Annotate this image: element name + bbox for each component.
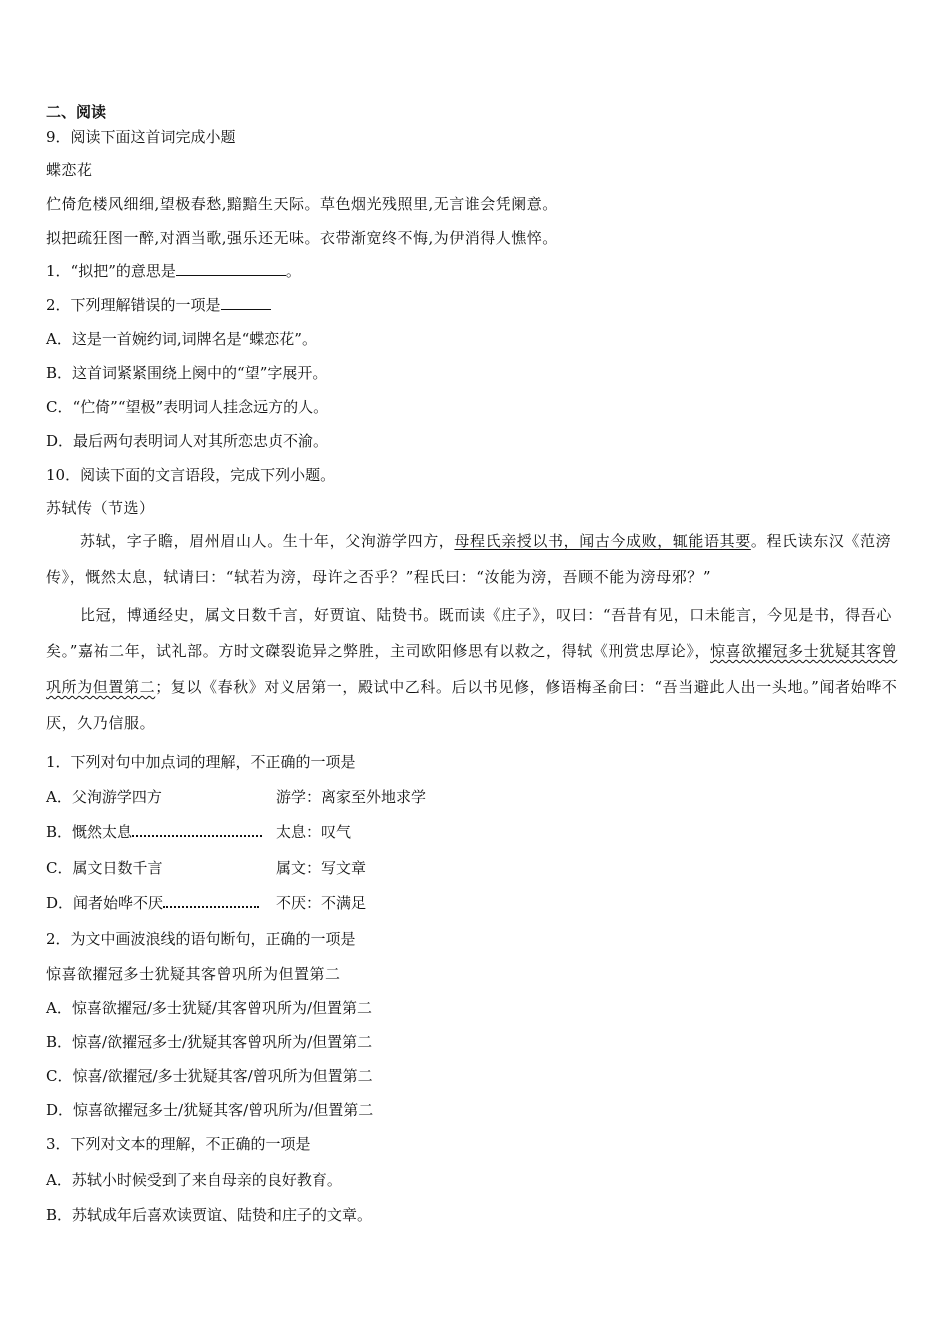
- q10-sub1-option-c-gloss: 属文：写文章: [276, 859, 367, 877]
- q10-sub1-option-b-gloss: 太息：叹气: [276, 823, 352, 841]
- q10-sub2-stem: 2．为文中画波浪线的语句断句，正确的一项是: [46, 930, 356, 948]
- poem-line-1: 伫倚危楼风细细,望极春愁,黯黯生天际。草色烟光残照里,无言谁会凭阑意。: [46, 195, 558, 213]
- q10-sub2-sentence: 惊喜欲擢冠多士犹疑其客曾巩所为但置第二: [46, 965, 341, 983]
- q10-sub1-option-a: A．父洵游学四方: [46, 788, 162, 806]
- q10-sub2-option-a: A．惊喜欲擢冠/多士犹疑/其客曾巩所为/但置第二: [46, 999, 372, 1017]
- q9-option-d: D．最后两句表明词人对其所恋忠贞不渝。: [46, 432, 329, 450]
- q9-option-b: B．这首词紧紧围绕上阕中的“望”字展开。: [46, 364, 328, 382]
- passage-paragraph-1: [46, 523, 908, 595]
- q9-option-c: C．“伫倚”“望极”表明词人挂念远方的人。: [46, 398, 329, 416]
- passage-p2-a: 比冠，博通经史，属文日数千言，好贾谊、陆贽书。既而读《庄子》，叹曰：“吾昔有见，口未能言，今见是书，得吾心矣。”嘉祐二年，试礼部。方时文磔裂诡异之弊胜，主司欧阳修思有以救之，得轼《刑赏忠厚论》，: [46, 606, 892, 660]
- poem-title: 蝶恋花: [46, 161, 93, 179]
- q10-sub3-option-a: A．苏轼小时候受到了来自母亲的良好教育。: [46, 1171, 342, 1189]
- q9-sub1: [46, 261, 301, 281]
- emphasis-dots: [163, 894, 259, 908]
- q10-sub3-stem: 3．下列对文本的理解，不正确的一项是: [46, 1135, 311, 1153]
- q10-sub2-option-b: B．惊喜/欲擢冠多士/犹疑其客曾巩所为/但置第二: [46, 1033, 373, 1051]
- passage-p2-b: ；复以《春秋》对义居第一，殿试中乙科。后以书见修，修语梅圣俞曰：“吾当避此人出一头地。”闻者始哗不厌，久乃信服。: [46, 678, 898, 732]
- q9-sub1-prefix: 1．“拟把”的意思是: [46, 262, 176, 280]
- q9-sub2: [46, 295, 271, 315]
- passage-underlined-sentence: 母程氏亲授以书，闻古今成败，辄能语其要: [454, 532, 751, 550]
- q10-sub2-option-c: C．惊喜/欲擢冠/多士犹疑其客/曾巩所为但置第二: [46, 1067, 373, 1085]
- emphasis-dots: [132, 823, 262, 837]
- q10-stem: 10．阅读下面的文言语段，完成下列小题。: [46, 466, 336, 484]
- passage-p1-a: 苏轼，字子瞻，眉州眉山人。生十年，父洵游学四方，: [80, 532, 455, 550]
- passage-wavy-sentence: 惊喜欲擢冠多士犹疑其客曾巩所为但置第二: [46, 642, 898, 696]
- passage-p1-b: 。程氏读东汉《范滂传》，慨然太息，轼请曰：“轼若为滂，母许之否乎？”程氏曰：“汝能为滂，吾顾不能为滂母邪？”: [46, 532, 892, 586]
- q10-sub1-option-d-text: D．闻者始哗不厌: [46, 894, 164, 912]
- section-title: 二、阅读: [46, 103, 107, 121]
- q10-sub2-option-d: D．惊喜欲擢冠多士/犹疑其客/曾巩所为/但置第二: [46, 1101, 374, 1119]
- q9-option-a: A．这是一首婉约词,词牌名是“蝶恋花”。: [46, 330, 317, 348]
- q10-sub1-option-a-gloss: 游学：离家至外地求学: [276, 788, 427, 806]
- q9-sub2-stem: 2．下列理解错误的一项是: [46, 296, 221, 314]
- q9-sub1-suffix: 。: [285, 262, 301, 280]
- answer-blank[interactable]: [176, 261, 286, 276]
- answer-blank[interactable]: [221, 295, 271, 310]
- q10-sub1-option-d-gloss: 不厌：不满足: [276, 894, 367, 912]
- text-title: 苏轼传（节选）: [46, 499, 155, 517]
- passage-paragraph-2: [46, 597, 908, 741]
- q9-stem: 9．阅读下面这首词完成小题: [46, 128, 236, 146]
- q10-sub3-option-b: B．苏轼成年后喜欢读贾谊、陆贽和庄子的文章。: [46, 1206, 373, 1224]
- q10-sub1-option-b: [46, 822, 262, 842]
- q10-sub1-stem: 1．下列对句中加点词的理解，不正确的一项是: [46, 753, 356, 771]
- q10-sub1-option-d: [46, 893, 259, 913]
- poem-line-2: 拟把疏狂图一醉,对酒当歌,强乐还无味。衣带渐宽终不悔,为伊消得人憔悴。: [46, 229, 558, 247]
- q10-sub1-option-c: C．属文日数千言: [46, 859, 163, 877]
- q10-sub1-option-b-text: B．慨然太息: [46, 823, 133, 841]
